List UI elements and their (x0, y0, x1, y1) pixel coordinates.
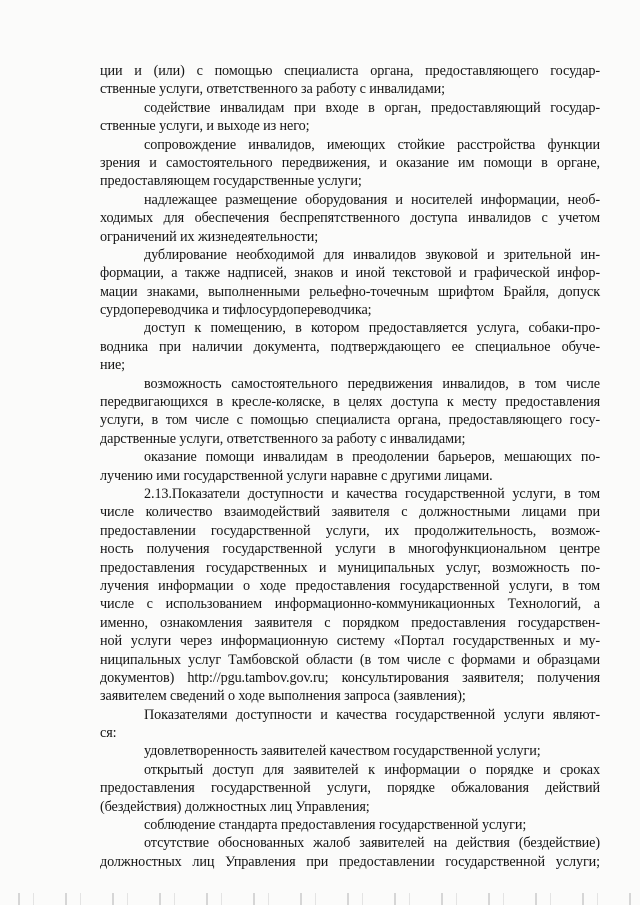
text-line: ной услуги через информационную систему «Портал государственных и му- (100, 633, 600, 650)
text-line: передвигающихся в кресле-коляске, в целях доступа к месту предоставления (100, 394, 600, 411)
text-line: документов) http://pgu.tambov.gov.ru; консультирования заявителя; получения (100, 669, 600, 686)
text-line: лучению ими государственной услуги наравне с другими лицами. (100, 467, 493, 484)
text-line: услуги, в том числе с помощью специалиста органа, предоставляющего госу- (100, 412, 600, 429)
text-line: удовлетворенность заявителей качеством государственной услуги; (144, 743, 541, 760)
text-line: ственные услуги, ответственного за работу с инвалидами; (100, 81, 446, 98)
text-line: дублирование необходимой для инвалидов звуковой и зрительной ин- (144, 246, 600, 263)
scan-artifact-bottom-edge (0, 893, 640, 905)
text-line: ность получения государственной услуги в многофункциональном центре (100, 541, 600, 558)
text-line: ограничений их жизнедеятельности; (100, 228, 319, 245)
text-line: открытый доступ для заявителей к информации о порядке и сроках (144, 761, 600, 778)
text-line: Показателями доступности и качества государственной услуги являют- (144, 706, 600, 723)
text-line: предоставлении государственной услуги, их продолжительность, возмож- (100, 522, 600, 539)
text-line: сурдопереводчика и тифлосурдопереводчика; (100, 302, 372, 319)
text-line: ции и (или) с помощью специалиста органа, предоставляющего государ- (100, 63, 600, 79)
text-line: ниципальных услуг Тамбовской области (в том числе с формами и образцами (100, 651, 600, 668)
text-line: зрения и самостоятельного передвижения, и оказание им помощи в органе, (100, 154, 600, 171)
text-line: предоставляющем государственные услуги; (100, 173, 362, 190)
text-line: заявителем сведений о ходе выполнения запроса (заявления); (100, 688, 466, 705)
text-line: ся: (100, 725, 117, 742)
text-line: лучения информации о ходе предоставления государственной услуги, в том (100, 577, 600, 594)
text-line: сопровождение инвалидов, имеющих стойкие расстройства функции (144, 136, 600, 153)
text-line: должностных лиц Управления при предоставлении государственной услуги; (100, 853, 600, 870)
text-line: содействие инвалидам при входе в орган, предоставляющий государ- (144, 99, 600, 116)
text-line: возможность самостоятельного передвижения инвалидов, в том числе (144, 375, 600, 392)
text-line: оказание помощи инвалидам в преодолении барьеров, мешающих по- (144, 449, 600, 466)
text-line: ходимых для обеспечения беспрепятственного доступа инвалидов с учетом (100, 210, 600, 227)
document-body (100, 62, 600, 871)
text-line: дарственные услуги, ответственного за работу с инвалидами; (100, 430, 466, 447)
text-line: 2.13.Показатели доступности и качества государственной услуги, в том (144, 485, 600, 502)
text-line: соблюдение стандарта предоставления государственной услуги; (144, 817, 527, 834)
text-line: числе с использованием информационно-коммуникационных Технологий, а (100, 596, 600, 613)
text-line: предоставления государственных и муниципальных услуг, возможность по- (100, 559, 600, 576)
text-line: формации, а также надписей, знаков и иной текстовой и графической инфор- (100, 265, 600, 282)
text-line: именно, ознакомления заявителя с порядком предоставления государствен- (100, 614, 600, 631)
text-line: отсутствие обоснованных жалоб заявителей на действия (бездействие) (144, 835, 600, 852)
text-line: водника при наличии документа, подтверждающего ее специальное обуче- (100, 338, 600, 355)
text-line: ние; (100, 357, 126, 374)
text-line: доступ к помещению, в котором предоставляется услуга, собаки-про- (144, 320, 600, 337)
text-line: мации знаками, выполненными рельефно-точечным шрифтом Брайля, допуск (100, 283, 600, 300)
text-line: числе количество взаимодействий заявителя с должностными лицами при (100, 504, 600, 521)
text-line: предоставления государственной услуги, порядке обжалования действий (100, 780, 600, 797)
text-line: надлежащее размещение оборудования и носителей информации, необ- (144, 191, 600, 208)
text-line: ственные услуги, и выходе из него; (100, 118, 310, 135)
text-line: (бездействия) должностных лиц Управления; (100, 798, 370, 815)
